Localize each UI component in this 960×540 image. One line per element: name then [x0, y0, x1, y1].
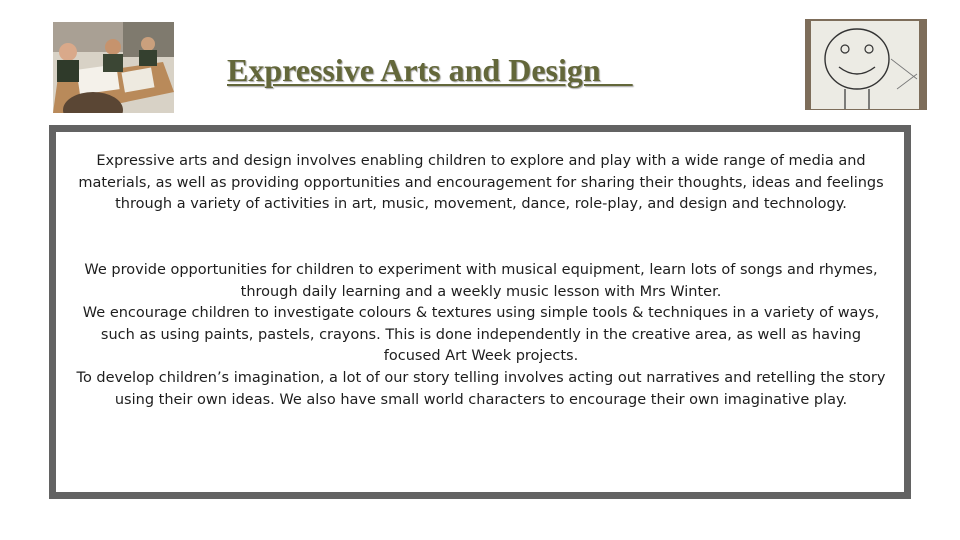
page-title: Expressive Arts and Design: [227, 52, 633, 88]
content-box: [49, 125, 911, 499]
classroom-photo: [53, 22, 174, 113]
child-drawing-photo: [805, 19, 927, 110]
art-paragraph: We encourage children to investigate colours & textures using simple tools & techniques in a variety of ways, such as using paints, pastels, crayons. This is done independently in the creative area, as well as having focused Art Week projects.: [82, 305, 880, 365]
music-paragraph: We provide opportunities for children to experiment with musical equipment, learn lots of songs and rhymes, through daily learning and a weekly music lesson with Mrs Winter.: [84, 262, 878, 300]
details-paragraph: [76, 260, 886, 411]
intro-paragraph: Expressive arts and design involves enabling children to explore and play with a wide range of media and materials, as well as providing opportunities and encouragement for sharing their thoughts, ideas and feelings through a variety of activities in art, music, movement, dance, role-play, and design and technology.: [78, 153, 884, 213]
imagination-paragraph: To develop children’s imagination, a lot of our story telling involves acting out narratives and retelling the story using their own ideas. We also have small world characters to encourage their own imaginative play.: [76, 369, 886, 408]
